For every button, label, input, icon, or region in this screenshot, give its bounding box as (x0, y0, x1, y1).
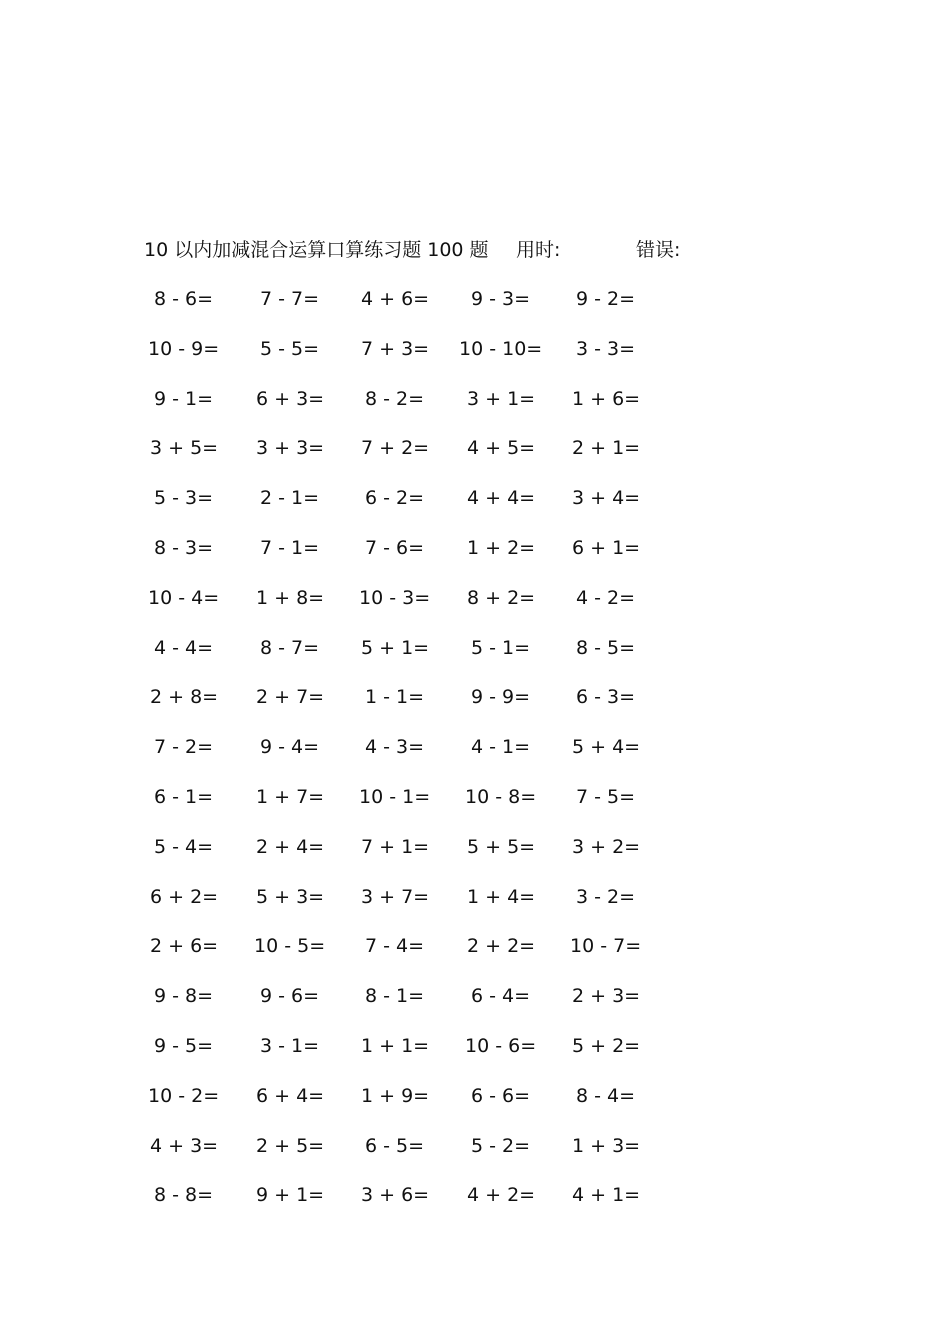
problem-item: 4 + 6= (361, 288, 430, 310)
problem-item: 2 + 6= (150, 935, 219, 958)
problem-item: 4 + 1= (572, 1184, 641, 1207)
problem-item: 3 - 3= (576, 337, 636, 360)
problem-item: 5 + 3= (256, 885, 325, 908)
problem-item: 1 + 8= (256, 586, 325, 609)
problem-item: 10 - 2= (148, 1084, 220, 1107)
problem-item: 7 - 4= (365, 935, 425, 958)
problem-item: 6 + 1= (572, 537, 641, 559)
problem-item: 6 + 2= (150, 885, 219, 908)
problem-item: 9 - 4= (260, 736, 320, 759)
problem-item: 3 - 1= (260, 1035, 320, 1057)
problem-item: 2 + 1= (572, 437, 641, 460)
problem-item: 5 - 2= (471, 1134, 531, 1157)
problem-item: 9 - 9= (471, 686, 531, 709)
problem-item: 6 - 4= (471, 985, 531, 1008)
problem-item: 6 - 3= (576, 686, 636, 709)
problem-item: 5 + 1= (361, 636, 430, 659)
problem-item: 2 - 1= (260, 487, 320, 510)
problem-item: 4 - 4= (154, 636, 214, 659)
problem-item: 4 + 2= (467, 1184, 536, 1207)
problem-item: 10 - 3= (359, 586, 431, 609)
problem-item: 8 - 2= (365, 387, 425, 410)
problem-item: 1 + 4= (467, 885, 536, 908)
problem-item: 4 + 5= (467, 437, 536, 460)
problem-item: 1 + 9= (361, 1084, 430, 1107)
problem-item: 5 + 4= (572, 736, 641, 759)
problem-item: 8 + 2= (467, 586, 536, 609)
problem-item: 3 + 1= (467, 387, 536, 410)
problem-item: 10 - 6= (465, 1035, 537, 1057)
problem-item: 5 - 5= (260, 337, 320, 360)
problem-item: 6 - 6= (471, 1084, 531, 1107)
problem-item: 8 - 1= (365, 985, 425, 1008)
problem-item: 4 + 4= (467, 487, 536, 510)
problem-item: 2 + 3= (572, 985, 641, 1008)
problem-item: 9 - 8= (154, 985, 214, 1008)
problem-item: 3 + 7= (361, 885, 430, 908)
problem-item: 4 + 3= (150, 1134, 219, 1157)
time-label: 用时: (516, 239, 561, 261)
problem-item: 7 + 1= (361, 835, 430, 858)
problem-item: 8 - 3= (154, 537, 214, 559)
errors-label: 错误: (636, 239, 681, 261)
problem-item: 9 - 5= (154, 1035, 214, 1057)
problem-item: 10 - 8= (465, 786, 537, 808)
problem-item: 7 - 5= (576, 786, 636, 808)
problem-item: 1 + 2= (467, 537, 536, 559)
problem-item: 10 - 10= (459, 337, 543, 360)
problem-item: 2 + 4= (256, 835, 325, 858)
problem-item: 5 - 4= (154, 835, 214, 858)
problem-item: 10 - 9= (148, 337, 220, 360)
problem-item: 2 + 5= (256, 1134, 325, 1157)
problem-item: 10 - 4= (148, 586, 220, 609)
problem-item: 1 + 1= (361, 1035, 430, 1057)
problem-item: 3 + 5= (150, 437, 219, 460)
problem-item: 9 + 1= (256, 1184, 325, 1207)
problem-item: 4 - 1= (471, 736, 531, 759)
problem-item: 8 - 7= (260, 636, 320, 659)
problem-item: 9 - 2= (576, 288, 636, 310)
problem-item: 10 - 7= (570, 935, 642, 958)
problem-item: 4 - 3= (365, 736, 425, 759)
problem-item: 9 - 3= (471, 288, 531, 310)
problem-item: 1 + 7= (256, 786, 325, 808)
problem-item: 5 - 1= (471, 636, 531, 659)
problem-item: 5 + 5= (467, 835, 536, 858)
problem-item: 6 - 1= (154, 786, 214, 808)
problem-item: 5 - 3= (154, 487, 214, 510)
problem-item: 7 + 3= (361, 337, 430, 360)
problem-item: 7 - 2= (154, 736, 214, 759)
problem-item: 8 - 5= (576, 636, 636, 659)
problem-item: 6 - 5= (365, 1134, 425, 1157)
problem-item: 6 + 4= (256, 1084, 325, 1107)
problem-item: 3 + 3= (256, 437, 325, 460)
problem-item: 7 - 6= (365, 537, 425, 559)
problem-item: 1 + 3= (572, 1134, 641, 1157)
problem-item: 7 - 7= (260, 288, 320, 310)
problem-item: 3 + 4= (572, 487, 641, 510)
problem-item: 9 - 1= (154, 387, 214, 410)
problem-item: 10 - 1= (359, 786, 431, 808)
problem-item: 9 - 6= (260, 985, 320, 1008)
problem-item: 1 - 1= (365, 686, 425, 709)
problem-item: 2 + 2= (467, 935, 536, 958)
problem-item: 10 - 5= (254, 935, 326, 958)
problem-item: 3 - 2= (576, 885, 636, 908)
worksheet-title: 10 以内加减混合运算口算练习题 100 题 (144, 239, 489, 261)
problem-item: 3 + 2= (572, 835, 641, 858)
problem-item: 4 - 2= (576, 586, 636, 609)
problem-item: 2 + 7= (256, 686, 325, 709)
problem-item: 6 - 2= (365, 487, 425, 510)
problem-item: 8 - 4= (576, 1084, 636, 1107)
problem-item: 1 + 6= (572, 387, 641, 410)
problem-item: 8 - 6= (154, 288, 214, 310)
problem-item: 7 - 1= (260, 537, 320, 559)
problem-item: 5 + 2= (572, 1035, 641, 1057)
problem-item: 7 + 2= (361, 437, 430, 460)
problem-item: 3 + 6= (361, 1184, 430, 1207)
problem-item: 6 + 3= (256, 387, 325, 410)
problem-item: 2 + 8= (150, 686, 219, 709)
problem-item: 8 - 8= (154, 1184, 214, 1207)
